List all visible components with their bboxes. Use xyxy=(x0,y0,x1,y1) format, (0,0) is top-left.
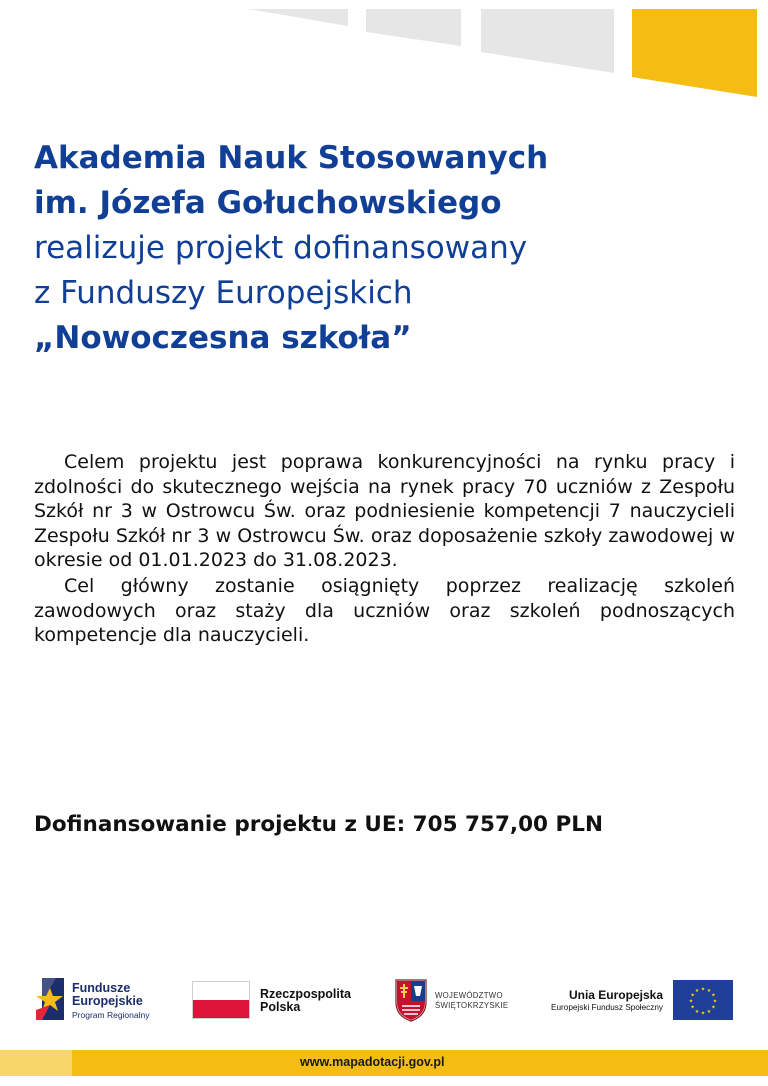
svg-text:★: ★ xyxy=(711,1004,716,1011)
project-header xyxy=(34,136,734,361)
fe-name-line1: Fundusze xyxy=(72,981,131,995)
svg-text:★: ★ xyxy=(700,986,706,993)
rp-line2: Polska xyxy=(260,1000,301,1014)
project-statement: realizuje projekt dofinansowany xyxy=(34,230,528,266)
svg-text:★: ★ xyxy=(711,992,716,999)
ws-text-block xyxy=(435,991,508,1010)
institution-name: Akademia Nauk Stosowanych xyxy=(34,140,549,176)
ws-line2: ŚWIĘTOKRZYSKIE xyxy=(435,1000,509,1010)
rp-text-block xyxy=(260,988,351,1014)
institution-patron: im. Józefa Gołuchowskiego xyxy=(34,185,502,221)
rzeczpospolita-polska-logo xyxy=(192,968,372,1032)
svg-text:★: ★ xyxy=(694,1008,700,1015)
deco-yellow-block xyxy=(632,9,757,97)
rp-line1: Rzeczpospolita xyxy=(260,987,351,1001)
funding-source: z Funduszy Europejskich xyxy=(34,275,413,311)
deco-stripe-2 xyxy=(366,9,461,46)
fe-program: Program Regionalny xyxy=(72,1010,150,1020)
ws-line1: WOJEWÓDZTWO xyxy=(435,991,503,1000)
svg-text:★: ★ xyxy=(694,988,700,995)
top-decoration xyxy=(0,0,768,100)
description-paragraph-main-goal: Cel główny zostanie osiągnięty poprzez realizację szkoleń zawodowych oraz staży dla uczniów oraz szkoleń podnoszących kompetencje dla nauczycieli. xyxy=(34,574,735,647)
footer-bar-left xyxy=(0,1050,72,1076)
project-title: „Nowoczesna szkoła” xyxy=(34,320,412,356)
project-description xyxy=(34,450,735,648)
website-link[interactable]: www.mapadotacji.gov.pl xyxy=(300,1055,445,1069)
svg-text:★: ★ xyxy=(690,992,695,999)
ue-name: Unia Europejska xyxy=(568,988,663,1002)
wojewodztwo-swietokrzyskie-logo xyxy=(394,968,524,1032)
fe-text-block xyxy=(72,982,149,1022)
deco-stripe-1 xyxy=(248,9,348,26)
unia-europejska-logo xyxy=(540,968,735,1032)
svg-text:★: ★ xyxy=(690,1004,695,1011)
eu-flag-icon xyxy=(673,980,733,1020)
funding-amount: Dofinansowanie projektu z UE: 705 757,00 PLN xyxy=(34,812,603,837)
svg-text:★: ★ xyxy=(700,1010,706,1017)
voivodeship-crest-icon xyxy=(394,978,428,1022)
description-paragraph-goal: Celem projektu jest poprawa konkurencyjności na rynku pracy i zdolności do skutecznego wejścia na rynek pracy 70 uczniów z Zespołu Szkół nr 3 w Ostrowcu Św. oraz podniesienie kompetencji 7 nauczycieli Zespołu Szkół nr 3 w Ostrowcu Św. oraz doposażenie szkoły zawodowej w okresie od 01.01.2023 do 31.08.2023. xyxy=(34,451,735,572)
logo-strip xyxy=(0,968,768,1032)
polish-flag-icon xyxy=(192,981,250,1019)
fe-star-emblem-icon xyxy=(36,974,66,1024)
svg-text:★: ★ xyxy=(706,1008,712,1015)
ue-fund: Europejski Fundusz Społeczny xyxy=(551,1003,663,1012)
svg-text:★: ★ xyxy=(712,998,718,1005)
svg-text:★: ★ xyxy=(706,988,712,995)
svg-text:★: ★ xyxy=(688,998,694,1005)
fundusze-europejskie-logo xyxy=(36,968,176,1032)
ue-text-block xyxy=(551,988,663,1014)
fe-name-line2: Europejskie xyxy=(72,994,143,1008)
footer-bar xyxy=(0,1050,768,1076)
deco-stripe-3 xyxy=(481,9,614,73)
